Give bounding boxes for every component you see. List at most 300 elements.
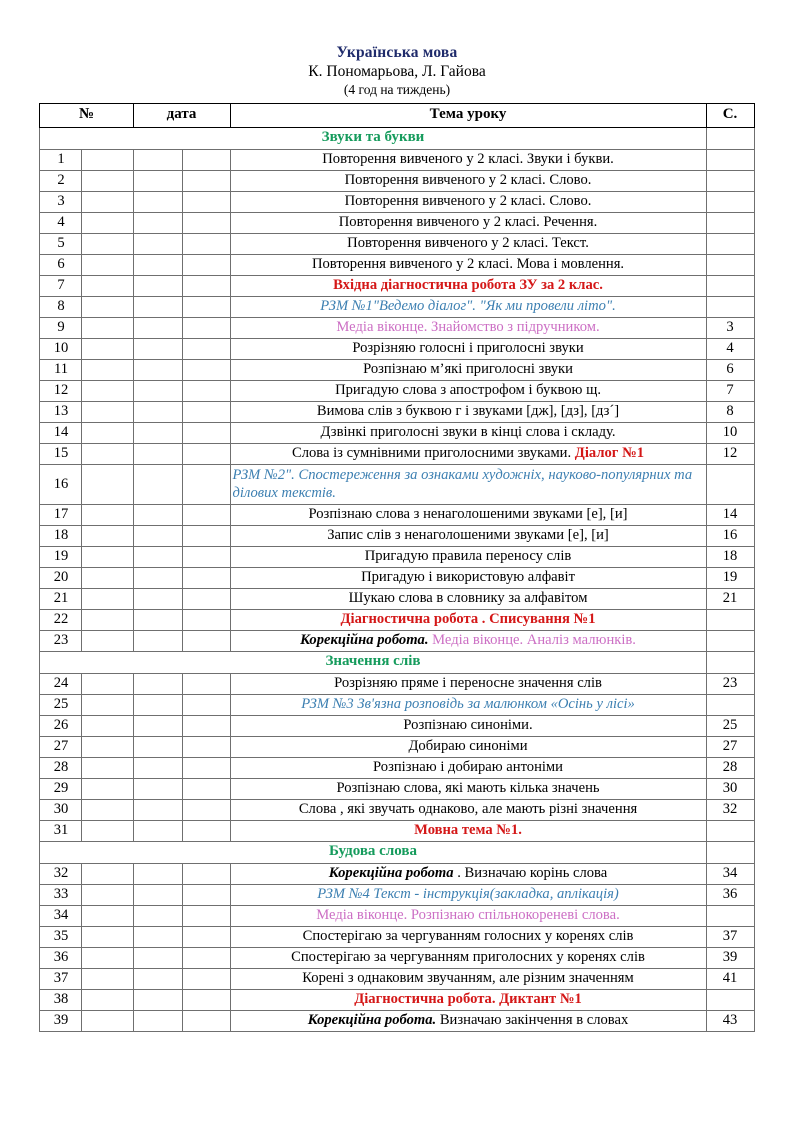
page-number-cell: 36 <box>706 884 754 905</box>
topic-text-segment: РЗМ №1"Ведемо діалог". "Як ми провели літо". <box>320 298 616 315</box>
date-cell[interactable] <box>82 359 133 380</box>
date-cell[interactable] <box>133 275 182 296</box>
table-row <box>40 863 754 884</box>
lesson-topic-cell <box>230 380 706 401</box>
table-row <box>40 884 754 905</box>
date-cell[interactable] <box>182 338 230 359</box>
lesson-topic-cell <box>230 504 706 525</box>
date-cell[interactable] <box>82 422 133 443</box>
date-cell[interactable] <box>182 799 230 820</box>
date-cell[interactable] <box>182 191 230 212</box>
date-cell[interactable] <box>182 609 230 630</box>
page-number-cell <box>706 630 754 651</box>
page-number-cell: 43 <box>706 1010 754 1031</box>
topic-text-segment: Слова , які звучать однаково, але мають різні значення <box>298 801 638 818</box>
page-number-cell: 21 <box>706 588 754 609</box>
table-row <box>40 567 754 588</box>
table-row <box>40 338 754 359</box>
lesson-number-cell: 39 <box>40 1010 82 1031</box>
lesson-number-cell: 26 <box>40 715 82 736</box>
table-row <box>40 694 754 715</box>
table-row <box>40 799 754 820</box>
topic-text-segment: Медіа віконце. Розпізнаю спільнокореневі слова. <box>316 907 620 924</box>
table-row <box>40 630 754 651</box>
date-cell[interactable] <box>182 380 230 401</box>
date-cell[interactable] <box>182 317 230 338</box>
lesson-number-cell: 11 <box>40 359 82 380</box>
table-row <box>40 401 754 422</box>
page-number-cell <box>706 609 754 630</box>
date-cell[interactable] <box>182 694 230 715</box>
lesson-topic-cell <box>230 443 706 464</box>
topic-text-segment: Повторення вивченого у 2 класі. Слово. <box>344 172 592 189</box>
lesson-topic-cell <box>230 863 706 884</box>
lesson-topic-cell <box>230 820 706 841</box>
lesson-topic-cell <box>230 567 706 588</box>
date-cell[interactable] <box>133 778 182 799</box>
document-title: Українська мова <box>336 44 458 61</box>
table-row <box>40 443 754 464</box>
date-cell[interactable] <box>182 926 230 947</box>
lesson-number-cell: 25 <box>40 694 82 715</box>
topic-text-segment: Розпізнаю слова, які мають кілька значень <box>336 780 600 797</box>
lesson-topic-cell <box>230 525 706 546</box>
lesson-plan-table <box>39 103 754 1032</box>
topic-text-segment: Розпізнаю м’які приголосні звуки <box>363 361 573 378</box>
table-header-row <box>40 103 754 127</box>
date-cell[interactable] <box>182 736 230 757</box>
lesson-number-cell: 3 <box>40 191 82 212</box>
table-row <box>40 588 754 609</box>
date-cell[interactable] <box>133 694 182 715</box>
topic-text-segment: Шукаю слова в словнику за алфавітом <box>348 590 588 607</box>
date-cell[interactable] <box>182 905 230 926</box>
date-cell[interactable] <box>82 191 133 212</box>
date-cell[interactable] <box>133 443 182 464</box>
lesson-number-cell: 37 <box>40 968 82 989</box>
topic-text-segment: Медіа віконце. Знайомство з підручником. <box>336 319 600 336</box>
date-cell[interactable] <box>82 820 133 841</box>
topic-text-segment: Медіа віконце. Аналіз малюнків. <box>428 632 636 649</box>
date-cell[interactable] <box>133 736 182 757</box>
lesson-topic-cell <box>230 1010 706 1031</box>
table-row <box>40 546 754 567</box>
date-cell[interactable] <box>182 443 230 464</box>
section-page-cell <box>706 127 754 149</box>
table-row <box>40 905 754 926</box>
lesson-topic-cell <box>230 170 706 191</box>
date-cell[interactable] <box>133 609 182 630</box>
page-number-cell: 14 <box>706 504 754 525</box>
date-cell[interactable] <box>82 609 133 630</box>
lesson-topic-cell <box>230 359 706 380</box>
date-cell[interactable] <box>82 170 133 191</box>
lesson-number-cell: 13 <box>40 401 82 422</box>
document-header <box>0 0 794 97</box>
lesson-number-cell: 15 <box>40 443 82 464</box>
lesson-number-cell: 23 <box>40 630 82 651</box>
date-cell[interactable] <box>182 630 230 651</box>
lesson-topic-cell <box>230 609 706 630</box>
date-cell[interactable] <box>133 989 182 1010</box>
topic-text-segment: Діалог №1 <box>574 445 645 462</box>
lesson-topic-cell <box>230 212 706 233</box>
date-cell[interactable] <box>82 757 133 778</box>
page-number-cell <box>706 296 754 317</box>
date-cell[interactable] <box>133 525 182 546</box>
date-cell[interactable] <box>82 296 133 317</box>
topic-text-segment: Розпізнаю і добираю антоніми <box>373 759 563 776</box>
date-cell[interactable] <box>133 317 182 338</box>
lesson-topic-cell <box>230 317 706 338</box>
lesson-number-cell: 10 <box>40 338 82 359</box>
date-cell[interactable] <box>182 989 230 1010</box>
date-cell[interactable] <box>133 422 182 443</box>
lesson-topic-cell <box>230 588 706 609</box>
topic-text-segment: РЗМ №4 Текст - інструкція(закладка, аплікація) <box>317 886 619 903</box>
date-cell[interactable] <box>82 338 133 359</box>
date-cell[interactable] <box>82 863 133 884</box>
lesson-number-cell: 30 <box>40 799 82 820</box>
section-page-cell <box>706 841 754 863</box>
lesson-topic-cell <box>230 546 706 567</box>
date-cell[interactable] <box>82 588 133 609</box>
date-cell[interactable] <box>182 233 230 254</box>
lesson-topic-cell <box>230 778 706 799</box>
date-cell[interactable] <box>82 380 133 401</box>
date-cell[interactable] <box>82 233 133 254</box>
date-cell[interactable] <box>133 1010 182 1031</box>
section-title: Звуки та букви <box>40 127 706 149</box>
date-cell[interactable] <box>182 525 230 546</box>
page-number-cell <box>706 820 754 841</box>
date-cell[interactable] <box>182 1010 230 1031</box>
page-number-cell: 30 <box>706 778 754 799</box>
lesson-topic-cell <box>230 968 706 989</box>
date-cell[interactable] <box>82 546 133 567</box>
lesson-topic-cell <box>230 694 706 715</box>
lesson-number-cell: 29 <box>40 778 82 799</box>
topic-text-segment: Розрізняю пряме і переносне значення слів <box>334 675 602 692</box>
lesson-topic-cell <box>230 275 706 296</box>
page-number-cell: 7 <box>706 380 754 401</box>
date-cell[interactable] <box>82 884 133 905</box>
table-row <box>40 525 754 546</box>
lesson-topic-cell <box>230 338 706 359</box>
table-row <box>40 1010 754 1031</box>
page-number-cell <box>706 233 754 254</box>
section-header-row <box>40 127 754 149</box>
date-cell[interactable] <box>133 926 182 947</box>
lesson-topic-cell <box>230 926 706 947</box>
date-cell[interactable] <box>82 254 133 275</box>
topic-text-segment: Мовна тема №1. <box>414 822 522 839</box>
date-cell[interactable] <box>182 464 230 504</box>
date-cell[interactable] <box>182 212 230 233</box>
lesson-topic-cell <box>230 254 706 275</box>
page-number-cell: 27 <box>706 736 754 757</box>
topic-text-segment: Пригадую правила переносу слів <box>364 548 572 565</box>
lesson-number-cell: 18 <box>40 525 82 546</box>
date-cell[interactable] <box>133 464 182 504</box>
column-header-date: дата <box>133 103 230 127</box>
page-number-cell: 41 <box>706 968 754 989</box>
table-row <box>40 380 754 401</box>
date-cell[interactable] <box>82 715 133 736</box>
table-row <box>40 170 754 191</box>
topic-text-segment: Вхідна діагностична робота ЗУ за 2 клас. <box>333 277 603 294</box>
page-number-cell: 32 <box>706 799 754 820</box>
date-cell[interactable] <box>133 673 182 694</box>
table-row <box>40 359 754 380</box>
date-cell[interactable] <box>82 275 133 296</box>
table-row <box>40 968 754 989</box>
table-row <box>40 212 754 233</box>
topic-text-segment: Розпізнаю синоніми. <box>403 717 533 734</box>
date-cell[interactable] <box>182 422 230 443</box>
date-cell[interactable] <box>82 778 133 799</box>
date-cell[interactable] <box>182 275 230 296</box>
date-cell[interactable] <box>133 254 182 275</box>
page-number-cell <box>706 254 754 275</box>
topic-text-segment: Спостерігаю за чергуванням приголосних у коренях слів <box>291 949 645 966</box>
date-cell[interactable] <box>82 673 133 694</box>
section-title: Значення слів <box>40 651 706 673</box>
table-row <box>40 464 754 504</box>
page-number-cell: 28 <box>706 757 754 778</box>
date-cell[interactable] <box>133 630 182 651</box>
topic-text-segment: Повторення вивченого у 2 класі. Мова і мовлення. <box>311 256 625 273</box>
date-cell[interactable] <box>82 401 133 422</box>
date-cell[interactable] <box>182 715 230 736</box>
date-cell[interactable] <box>182 863 230 884</box>
lesson-topic-cell <box>230 715 706 736</box>
topic-text-segment: Корекційна робота. <box>307 1012 437 1029</box>
page-number-cell: 37 <box>706 926 754 947</box>
lesson-number-cell: 17 <box>40 504 82 525</box>
page-number-cell <box>706 191 754 212</box>
topic-text-segment: Повторення вивченого у 2 класі. Слово. <box>344 193 592 210</box>
lesson-number-cell: 8 <box>40 296 82 317</box>
date-cell[interactable] <box>182 504 230 525</box>
date-cell[interactable] <box>133 170 182 191</box>
date-cell[interactable] <box>182 567 230 588</box>
date-cell[interactable] <box>82 905 133 926</box>
date-cell[interactable] <box>182 884 230 905</box>
date-cell[interactable] <box>82 736 133 757</box>
section-title: Будова слова <box>40 841 706 863</box>
date-cell[interactable] <box>133 338 182 359</box>
topic-text-segment: РЗМ №2". Спостереження за ознаками художніх, науково-популярних та ділових текстів. <box>232 466 693 502</box>
lesson-topic-cell <box>230 296 706 317</box>
date-cell[interactable] <box>82 630 133 651</box>
table-row <box>40 609 754 630</box>
page-number-cell: 8 <box>706 401 754 422</box>
topic-text-segment: Повторення вивченого у 2 класі. Речення. <box>338 214 598 231</box>
date-cell[interactable] <box>82 464 133 504</box>
lesson-number-cell: 33 <box>40 884 82 905</box>
date-cell[interactable] <box>182 149 230 170</box>
page-number-cell: 4 <box>706 338 754 359</box>
date-cell[interactable] <box>182 968 230 989</box>
topic-text-segment: Діагностична робота . Списування №1 <box>340 611 596 628</box>
date-cell[interactable] <box>133 401 182 422</box>
table-row <box>40 296 754 317</box>
date-cell[interactable] <box>133 191 182 212</box>
lesson-number-cell: 38 <box>40 989 82 1010</box>
topic-text-segment: Пригадую і використовую алфавіт <box>361 569 575 586</box>
table-row <box>40 191 754 212</box>
table-row <box>40 317 754 338</box>
date-cell[interactable] <box>182 546 230 567</box>
lesson-topic-cell <box>230 630 706 651</box>
date-cell[interactable] <box>182 673 230 694</box>
topic-text-segment: Визначаю закінчення в словах <box>436 1012 629 1029</box>
lesson-plan-body <box>40 127 754 1031</box>
date-cell[interactable] <box>82 1010 133 1031</box>
date-cell[interactable] <box>82 799 133 820</box>
date-cell[interactable] <box>133 212 182 233</box>
page-number-cell: 18 <box>706 546 754 567</box>
date-cell[interactable] <box>133 233 182 254</box>
topic-text-segment: Корекційна робота <box>328 865 454 882</box>
date-cell[interactable] <box>82 567 133 588</box>
date-cell[interactable] <box>182 757 230 778</box>
lesson-number-cell: 24 <box>40 673 82 694</box>
lesson-number-cell: 5 <box>40 233 82 254</box>
date-cell[interactable] <box>82 947 133 968</box>
date-cell[interactable] <box>82 989 133 1010</box>
topic-text-segment: Слова із сумнівними приголосними звуками. <box>291 445 575 462</box>
lesson-topic-cell <box>230 401 706 422</box>
date-cell[interactable] <box>133 588 182 609</box>
date-cell[interactable] <box>182 778 230 799</box>
topic-text-segment: . Визначаю корінь слова <box>453 865 608 882</box>
lesson-number-cell: 35 <box>40 926 82 947</box>
date-cell[interactable] <box>82 694 133 715</box>
topic-text-segment: Корекційна робота. <box>300 632 429 649</box>
lesson-number-cell: 6 <box>40 254 82 275</box>
table-row <box>40 947 754 968</box>
page-number-cell: 39 <box>706 947 754 968</box>
date-cell[interactable] <box>182 254 230 275</box>
lesson-number-cell: 36 <box>40 947 82 968</box>
lesson-number-cell: 14 <box>40 422 82 443</box>
page-number-cell: 6 <box>706 359 754 380</box>
lesson-topic-cell <box>230 149 706 170</box>
topic-text-segment: Розпізнаю слова з ненаголошеними звуками [е], [и] <box>308 506 628 523</box>
topic-text-segment: РЗМ №3 Зв'язна розповідь за малюнком «Осінь у лісі» <box>301 696 635 713</box>
lesson-number-cell: 19 <box>40 546 82 567</box>
date-cell[interactable] <box>182 401 230 422</box>
section-header-row <box>40 841 754 863</box>
document-authors: К. Пономарьова, Л. Гайова <box>308 63 486 81</box>
topic-text-segment: Розрізняю голосні і приголосні звуки <box>352 340 584 357</box>
date-cell[interactable] <box>133 546 182 567</box>
topic-text-segment: Повторення вивченого у 2 класі. Звуки і букви. <box>322 151 614 168</box>
lesson-topic-cell <box>230 884 706 905</box>
table-row <box>40 673 754 694</box>
date-cell[interactable] <box>133 884 182 905</box>
date-cell[interactable] <box>82 504 133 525</box>
date-cell[interactable] <box>182 588 230 609</box>
date-cell[interactable] <box>133 359 182 380</box>
page-number-cell <box>706 464 754 504</box>
column-header-number: № <box>40 103 133 127</box>
page-number-cell: 34 <box>706 863 754 884</box>
date-cell[interactable] <box>133 504 182 525</box>
lesson-number-cell: 2 <box>40 170 82 191</box>
lesson-number-cell: 32 <box>40 863 82 884</box>
table-row <box>40 149 754 170</box>
lesson-number-cell: 34 <box>40 905 82 926</box>
date-cell[interactable] <box>133 757 182 778</box>
page-number-cell: 23 <box>706 673 754 694</box>
table-row <box>40 275 754 296</box>
date-cell[interactable] <box>133 968 182 989</box>
table-row <box>40 504 754 525</box>
lesson-number-cell: 20 <box>40 567 82 588</box>
date-cell[interactable] <box>82 317 133 338</box>
date-cell[interactable] <box>182 296 230 317</box>
lesson-number-cell: 1 <box>40 149 82 170</box>
page-number-cell: 10 <box>706 422 754 443</box>
date-cell[interactable] <box>82 926 133 947</box>
topic-text-segment: Дзвінкі приголосні звуки в кінці слова і складу. <box>320 424 616 441</box>
lesson-topic-cell <box>230 422 706 443</box>
date-cell[interactable] <box>133 149 182 170</box>
table-row <box>40 422 754 443</box>
page-number-cell <box>706 170 754 191</box>
date-cell[interactable] <box>133 380 182 401</box>
topic-text-segment: Пригадую слова з апострофом і буквою щ. <box>335 382 601 399</box>
lesson-number-cell: 28 <box>40 757 82 778</box>
date-cell[interactable] <box>82 212 133 233</box>
lesson-number-cell: 22 <box>40 609 82 630</box>
lesson-topic-cell <box>230 464 706 504</box>
date-cell[interactable] <box>182 820 230 841</box>
table-row <box>40 989 754 1010</box>
date-cell[interactable] <box>133 567 182 588</box>
lesson-topic-cell <box>230 673 706 694</box>
lesson-number-cell: 16 <box>40 464 82 504</box>
date-cell[interactable] <box>82 443 133 464</box>
lesson-topic-cell <box>230 799 706 820</box>
page-number-cell: 3 <box>706 317 754 338</box>
date-cell[interactable] <box>82 968 133 989</box>
date-cell[interactable] <box>182 359 230 380</box>
document-hours-note: (4 год на тиждень) <box>343 81 451 97</box>
date-cell[interactable] <box>133 863 182 884</box>
date-cell[interactable] <box>133 715 182 736</box>
date-cell[interactable] <box>133 799 182 820</box>
page-number-cell <box>706 149 754 170</box>
date-cell[interactable] <box>82 525 133 546</box>
topic-text-segment: Діагностична робота. Диктант №1 <box>354 991 582 1008</box>
lesson-number-cell: 21 <box>40 588 82 609</box>
lesson-topic-cell <box>230 989 706 1010</box>
date-cell[interactable] <box>133 947 182 968</box>
table-row <box>40 820 754 841</box>
date-cell[interactable] <box>182 170 230 191</box>
table-row <box>40 926 754 947</box>
date-cell[interactable] <box>182 947 230 968</box>
column-header-page: С. <box>706 103 754 127</box>
date-cell[interactable] <box>133 905 182 926</box>
date-cell[interactable] <box>133 820 182 841</box>
date-cell[interactable] <box>133 296 182 317</box>
date-cell[interactable] <box>82 149 133 170</box>
